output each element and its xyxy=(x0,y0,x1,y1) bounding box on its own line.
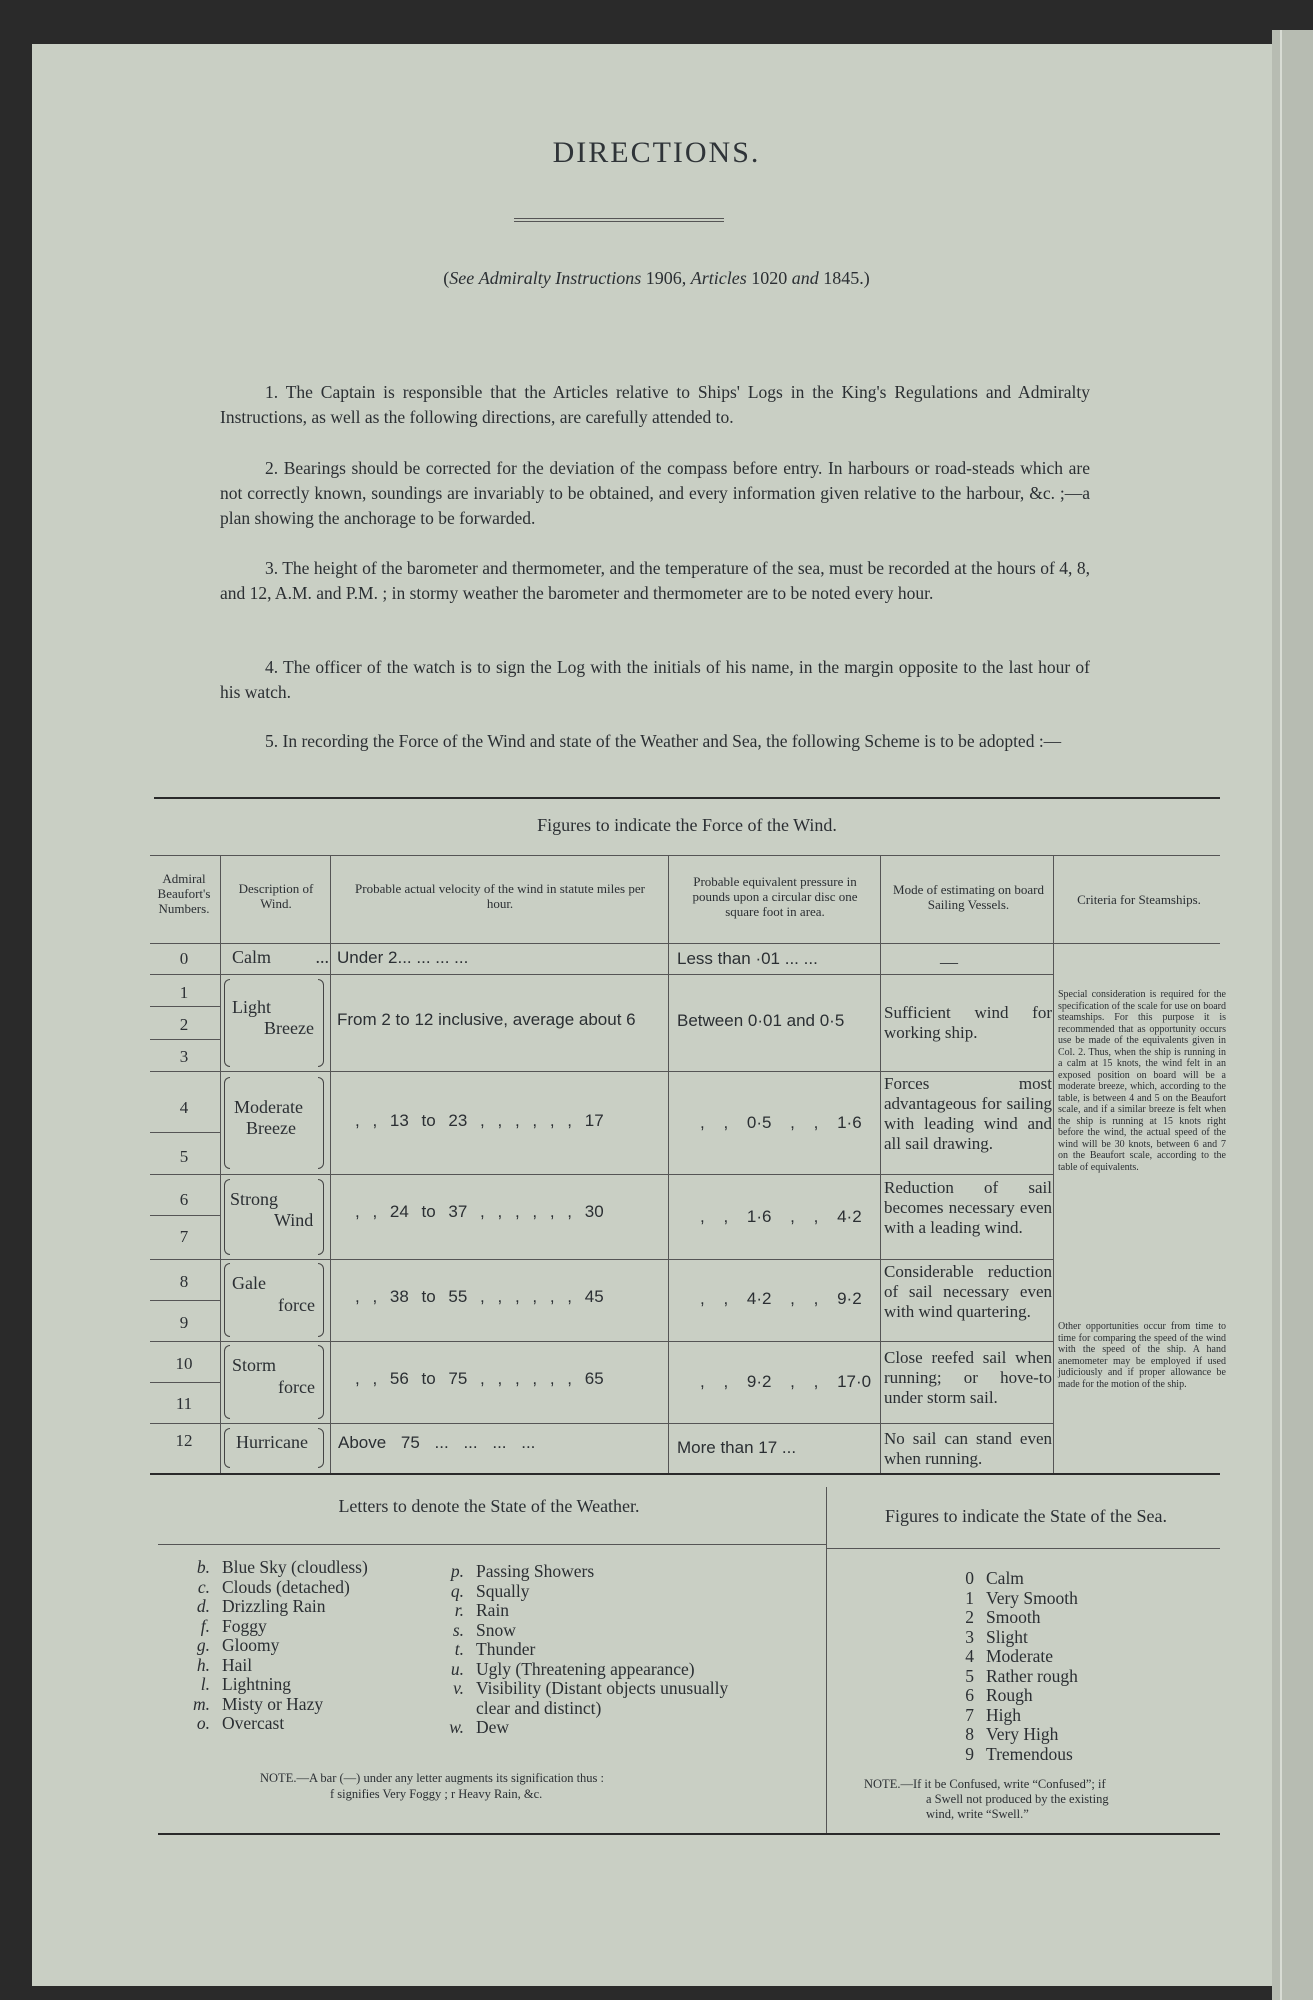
list-key: c. xyxy=(197,1576,210,1597)
ref-and: and xyxy=(791,268,819,288)
number-separator xyxy=(150,1259,220,1260)
beaufort-number: 10 xyxy=(175,1354,193,1373)
list-value: Blue Sky (cloudless) xyxy=(222,1557,368,1577)
desc-calm: Calm ... xyxy=(232,947,329,967)
number-separator xyxy=(150,1341,220,1342)
page-title: DIRECTIONS. xyxy=(552,136,761,169)
mode-0: — xyxy=(940,952,958,972)
list-value: Rough xyxy=(986,1685,1033,1705)
weather-list-2 xyxy=(432,1562,728,1738)
velocity-2: , , 13 to 23 , , , , , , 17 xyxy=(355,1111,604,1130)
list-key: f. xyxy=(200,1615,210,1636)
list-value: Misty or Hazy xyxy=(222,1693,324,1714)
weather-sea-divider xyxy=(826,1487,827,1833)
mode-4: Considerable reduction of sail necessary even with wind quartering. xyxy=(884,1262,1052,1321)
list-key: s. xyxy=(452,1619,464,1640)
velocity-1: From 2 to 12 inclusive, average about 6 xyxy=(337,1010,636,1029)
list-key: w. xyxy=(449,1717,464,1737)
list-key: v. xyxy=(453,1678,464,1698)
beaufort-number: 8 xyxy=(179,1272,189,1291)
col-line-4 xyxy=(880,855,881,1473)
list-item xyxy=(960,1706,1078,1726)
title-rule xyxy=(514,218,724,222)
table-top-rule xyxy=(154,797,1220,799)
list-key: 7 xyxy=(965,1704,974,1725)
list-value: Lightning xyxy=(222,1674,292,1694)
velocity-4: , , 38 to 55 , , , , , , 45 xyxy=(355,1287,604,1306)
desc-bracket xyxy=(224,1077,230,1169)
list-value: Passing Showers xyxy=(476,1561,595,1581)
paragraph-5: 5. In recording the Force of the Wind and state of the Weather and Sea, the following Scheme is to be adopted :— xyxy=(265,731,1062,751)
list-value: Hail xyxy=(222,1654,253,1675)
sea-note-3: wind, write “Swell.” xyxy=(926,1807,1029,1821)
criteria-steamships-1: Special consideration is required for the specification of the scale for use on board steamships. For this purpose it is recommended that as opportunity occurs use be made of the equivalents given in Col. 2. Thus, when the ship is running in a calm at 15 knots, the wind felt in an exposed position on board will be a moderate breeze, which, according to the table, is between 4 and 5 on the Beaufort scale, and if a similar breeze is felt when the ship is running at 15 knots right before the wind, the actual speed of the wind will be 30 knots, between 6 and 7 on the Beaufort scale, according to the table of equivalents. xyxy=(1058,989,1226,1173)
list-key: 9 xyxy=(965,1743,974,1764)
list-item xyxy=(178,1636,368,1656)
list-key: u. xyxy=(450,1658,464,1679)
group-line-0 xyxy=(220,974,1053,975)
pressure-4: , , 4·2 , , 9·2 xyxy=(700,1289,862,1308)
list-value: Visibility (Distant objects unusually xyxy=(476,1678,729,1698)
desc-light: Light xyxy=(232,997,271,1017)
list-item xyxy=(178,1617,368,1637)
pressure-1: Between 0·01 and 0·5 xyxy=(677,1011,845,1030)
admiralty-reference xyxy=(0,268,1313,289)
wind-table-caption: Figures to indicate the Force of the Wind. xyxy=(537,815,837,835)
group-line-4 xyxy=(220,1341,1053,1342)
group-line-2 xyxy=(220,1174,1053,1175)
group-line-1 xyxy=(220,1071,1053,1072)
list-value: Smooth xyxy=(986,1607,1041,1627)
ref-year: 1906, xyxy=(645,268,687,288)
header-pressure: Probable equivalent pressure in pounds upon a circular disc one square foot in area. xyxy=(692,874,858,919)
number-separator xyxy=(150,1071,220,1072)
bottom-rule xyxy=(158,1833,1220,1835)
list-item xyxy=(960,1647,1078,1667)
list-item xyxy=(432,1699,728,1719)
desc-gale-force: force xyxy=(278,1295,315,1315)
desc-moderate: Moderate xyxy=(234,1097,303,1117)
mode-6: No sail can stand even when running. xyxy=(884,1429,1052,1468)
header-sailing: Mode of estimating on board Sailing Vessels. xyxy=(893,882,1044,912)
desc-bracket xyxy=(224,979,230,1067)
pressure-6: More than 17 ... xyxy=(677,1438,797,1457)
list-item xyxy=(960,1628,1078,1648)
paragraph-4: 4. The officer of the watch is to sign the Log with the initials of his name, in the margin opposite to the last hour of his watch. xyxy=(220,657,1090,702)
sea-caption: Figures to indicate the State of the Sea. xyxy=(885,1506,1167,1526)
list-item xyxy=(178,1675,368,1695)
list-key: 2 xyxy=(965,1607,974,1627)
number-separator xyxy=(150,1382,220,1383)
list-key: 8 xyxy=(965,1724,974,1744)
weather-note-2: f signifies Very Foggy ; r Heavy Rain, &c. xyxy=(330,1787,543,1801)
list-item xyxy=(432,1582,728,1602)
list-value: Slight xyxy=(986,1626,1028,1647)
velocity-0: Under 2... ... ... ... xyxy=(337,948,469,967)
binding-spine xyxy=(1272,30,1313,2000)
list-item xyxy=(432,1660,728,1680)
list-item xyxy=(960,1686,1078,1706)
sea-caption-rule xyxy=(826,1548,1220,1549)
beaufort-number: 7 xyxy=(179,1227,189,1246)
beaufort-number: 12 xyxy=(175,1431,193,1450)
list-item xyxy=(178,1695,368,1715)
desc-wind: Wind xyxy=(274,1210,314,1230)
list-value: clear and distinct) xyxy=(476,1697,602,1718)
list-key: r. xyxy=(454,1600,464,1620)
beaufort-number: 11 xyxy=(175,1394,193,1413)
col-line-2 xyxy=(330,855,331,1473)
list-key: o. xyxy=(196,1713,210,1733)
ref-articles: Articles xyxy=(690,268,747,288)
paragraph-3: 3. The height of the barometer and thermometer, and the temperature of the sea, must be recorded at the hours of 4, 8, and 12, A.M. and P.M. ; in stormy weather the barometer and thermometer are to be noted every hour. xyxy=(220,558,1090,603)
group-line-5 xyxy=(220,1423,1053,1424)
list-value: Gloomy xyxy=(222,1635,280,1655)
list-key: t. xyxy=(454,1639,464,1659)
pressure-5: , , 9·2 , , 17·0 xyxy=(700,1372,872,1391)
list-item xyxy=(432,1640,728,1660)
list-key: 4 xyxy=(965,1646,974,1666)
number-separator xyxy=(150,1039,220,1040)
desc-hurricane: Hurricane xyxy=(236,1432,308,1452)
number-separator xyxy=(150,974,220,975)
velocity-6: Above 75 ... ... ... ... xyxy=(338,1433,536,1452)
paragraph-2: 2. Bearings should be corrected for the deviation of the compass before entry. In harbours or road-steads which are not correctly known, soundings are invariably to be obtained, and every information given relative to the harbour, &c. ;—a plan showing the anchorage to be forwarded. xyxy=(220,458,1090,528)
list-value: Rather rough xyxy=(986,1665,1078,1686)
list-key: m. xyxy=(192,1693,210,1714)
header-steamships: Criteria for Steamships. xyxy=(1077,892,1201,907)
wind-header-bottom xyxy=(150,943,1220,944)
weather-caption: Letters to denote the State of the Weather. xyxy=(338,1496,640,1516)
list-value: High xyxy=(986,1704,1021,1725)
ref-open: ( xyxy=(443,268,450,288)
group-line-3 xyxy=(220,1259,1053,1260)
list-value: Dew xyxy=(476,1717,510,1737)
list-item xyxy=(178,1597,368,1617)
desc-gale: Gale xyxy=(232,1273,266,1293)
list-key: q. xyxy=(450,1580,464,1601)
wind-table-bottom xyxy=(150,1473,1220,1475)
paragraph-1: 1. The Captain is responsible that the Articles relative to Ships' Logs in the King's Regulations and Admiralty Instructions, as well as the following directions, are carefully attended to. xyxy=(220,382,1090,427)
number-separator xyxy=(150,1423,220,1424)
list-key: 0 xyxy=(965,1568,974,1588)
list-value: Rain xyxy=(476,1600,510,1620)
list-item xyxy=(432,1601,728,1621)
list-value: Overcast xyxy=(222,1713,285,1733)
desc-bracket xyxy=(318,1428,324,1468)
mode-2: Forces most advantageous for sailing with leading wind and all sail drawing. xyxy=(884,1074,1052,1153)
list-item xyxy=(432,1621,728,1641)
wind-header-top xyxy=(150,855,1220,856)
list-key: 1 xyxy=(965,1587,974,1608)
list-item xyxy=(960,1667,1078,1687)
number-separator xyxy=(150,1006,220,1007)
mode-1: Sufficient wind for working ship. xyxy=(884,1003,1052,1042)
weather-caption-rule xyxy=(158,1544,826,1545)
col-line-5 xyxy=(1053,855,1054,1473)
header-velocity: Probable actual velocity of the wind in statute miles per hour. xyxy=(355,881,645,911)
desc-bracket xyxy=(318,1263,324,1337)
beaufort-number: 0 xyxy=(179,949,189,968)
list-value: Calm xyxy=(986,1568,1024,1588)
mode-3: Reduction of sail becomes necessary even with a leading wind. xyxy=(884,1178,1052,1237)
desc-bracket xyxy=(224,1428,230,1468)
list-item xyxy=(960,1569,1078,1589)
desc-bracket xyxy=(318,1345,324,1419)
desc-bracket xyxy=(318,1179,324,1255)
beaufort-number: 1 xyxy=(179,983,189,1002)
desc-storm-force: force xyxy=(278,1377,315,1397)
list-item xyxy=(178,1714,368,1734)
desc-breeze: Breeze xyxy=(264,1018,314,1038)
list-item xyxy=(960,1589,1078,1609)
list-value: Tremendous xyxy=(986,1743,1073,1764)
number-separator xyxy=(150,1300,220,1301)
header-beaufort: Admiral Beaufort's Numbers. xyxy=(157,871,211,916)
list-value: Moderate xyxy=(986,1646,1054,1666)
desc-bracket xyxy=(224,1345,230,1419)
pressure-0: Less than ·01 ... ... xyxy=(677,949,818,968)
sea-note-2: a Swell not produced by the existing xyxy=(926,1792,1109,1806)
sea-note-1: NOTE.—If it be Confused, write “Confused”; if xyxy=(864,1777,1106,1791)
criteria-steamships-2: Other opportunities occur from time to time for comparing the speed of the wind with the speed of the ship. A hand anemometer may be employed if used judiciously and if proper allowance be made for the motion of the ship. xyxy=(1058,1321,1226,1390)
velocity-3: , , 24 to 37 , , , , , , 30 xyxy=(355,1202,604,1221)
beaufort-number: 2 xyxy=(179,1015,189,1034)
sea-list xyxy=(960,1569,1078,1764)
list-item xyxy=(432,1718,728,1738)
list-value: Thunder xyxy=(476,1639,536,1659)
ref-admiralty: Admiralty Instructions xyxy=(478,268,642,288)
beaufort-number: 6 xyxy=(179,1190,189,1209)
list-item xyxy=(960,1745,1078,1765)
beaufort-number: 5 xyxy=(179,1147,189,1166)
pressure-3: , , 1·6 , , 4·2 xyxy=(700,1207,862,1226)
list-value: Snow xyxy=(476,1619,516,1640)
number-separator xyxy=(150,1215,220,1216)
list-key: 6 xyxy=(965,1685,974,1705)
list-value: Very High xyxy=(986,1724,1059,1744)
list-value: Very Smooth xyxy=(986,1587,1078,1608)
pressure-2: , , 0·5 , , 1·6 xyxy=(700,1113,862,1132)
list-key: p. xyxy=(450,1561,464,1581)
list-key: 3 xyxy=(965,1626,974,1647)
list-key: g. xyxy=(196,1635,210,1655)
col-line-1 xyxy=(220,855,221,1473)
ref-number-2: 1845.) xyxy=(823,268,870,288)
list-key: 5 xyxy=(965,1665,974,1686)
list-value: Squally xyxy=(476,1580,530,1601)
list-item xyxy=(178,1578,368,1598)
beaufort-number: 3 xyxy=(179,1047,189,1066)
number-separator xyxy=(150,1132,220,1133)
ref-number-1: 1020 xyxy=(751,268,788,288)
beaufort-number: 4 xyxy=(179,1098,189,1117)
beaufort-number: 9 xyxy=(179,1313,189,1332)
desc-bracket xyxy=(318,979,324,1067)
ref-see: See xyxy=(449,268,475,288)
weather-list-1 xyxy=(178,1558,368,1734)
list-item xyxy=(432,1679,728,1699)
list-value: Foggy xyxy=(222,1615,267,1636)
desc-bracket xyxy=(318,1077,324,1169)
velocity-5: , , 56 to 75 , , , , , , 65 xyxy=(355,1369,604,1388)
col-line-3 xyxy=(668,855,669,1473)
desc-moderate-breeze: Breeze xyxy=(246,1118,296,1138)
list-value: Drizzling Rain xyxy=(222,1596,326,1616)
list-value: Ugly (Threatening appearance) xyxy=(476,1658,695,1679)
list-item xyxy=(178,1656,368,1676)
list-item xyxy=(178,1558,368,1578)
header-description: Description of Wind. xyxy=(238,881,314,911)
list-key: l. xyxy=(200,1674,210,1694)
desc-strong: Strong xyxy=(230,1189,279,1209)
list-item xyxy=(960,1608,1078,1628)
list-item xyxy=(960,1725,1078,1745)
list-key: d. xyxy=(196,1596,210,1616)
list-item xyxy=(432,1562,728,1582)
list-key: h. xyxy=(196,1654,210,1675)
weather-note-1: NOTE.—A bar (—) under any letter augments its signification thus : xyxy=(260,1771,605,1785)
mode-5: Close reefed sail when running; or hove-to under storm sail. xyxy=(884,1348,1052,1407)
desc-storm: Storm xyxy=(232,1355,277,1375)
number-separator xyxy=(150,1174,220,1175)
desc-bracket xyxy=(224,1263,230,1337)
list-value: Clouds (detached) xyxy=(222,1576,350,1597)
list-key: b. xyxy=(196,1557,210,1577)
